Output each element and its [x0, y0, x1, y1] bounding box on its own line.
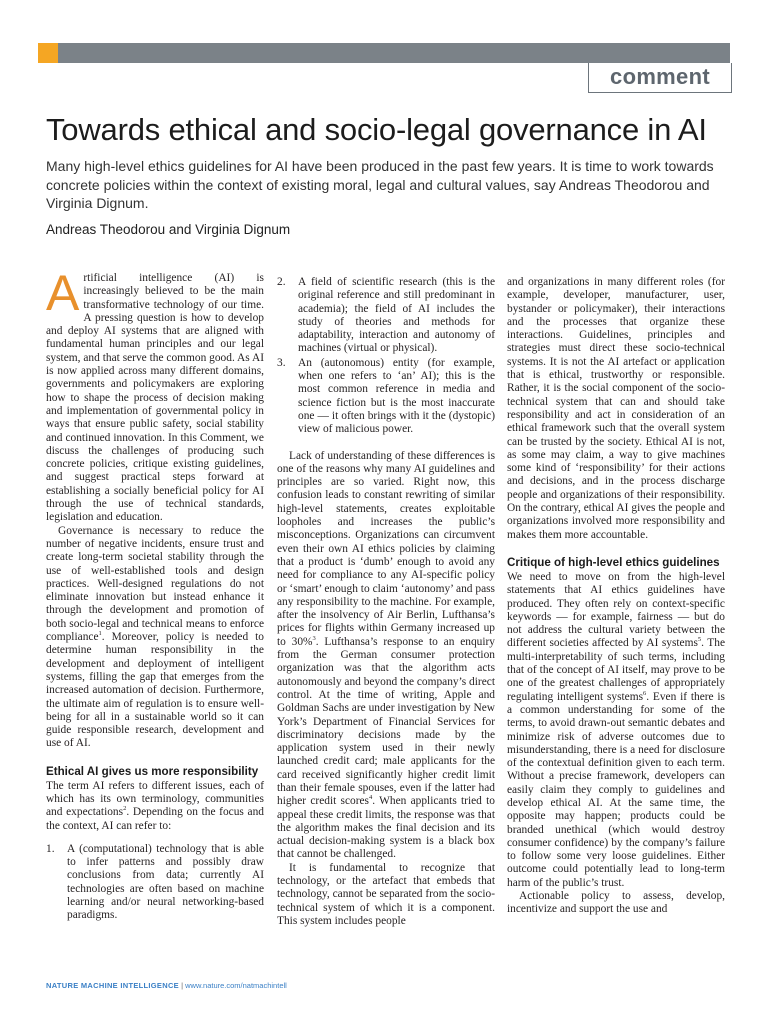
reference-marker[interactable]: 4 — [369, 794, 373, 802]
reference-marker[interactable]: 5 — [697, 636, 702, 644]
paragraph: Lack of understanding of these differences is one of the reasons why many AI guidelines and principles are so varied. Right now, this confusion leads to constant rewriting of similar high-level statements, creates exploitable loopholes and increases the public’s misconceptions. Organizations can circumvent even their own AI ethics policies by claiming that a product is ‘dumb’ enough to avoid any need for compliance to any AI-specific policy or ‘smart’ enough to claim ‘autonomy’ and pass any responsibility to the machine. For example, after the insolvency of Air Berlin, Lufthansa’s prices for flights within Germany increased up to 30%$^3$. Lufthansa’s response to an enquiry from the German consumer protection organization was that the algorithm acts autonomously and beyond the company’s direct control. At the time of writing, Apple and Goldman Sachs are under investigation by New York’s Department of Financial Services for discriminatory decisions made by the application system used in their newly launched credit card; male applicants for the card received significantly higher credit limit than their female spouses, even if the latter had higher credit scores$^4$. When applicants tried to appeal these credit limits, the response was that the algorithm makes the final decision and its actual decision-making system is a black box that cannot be challenged. — [277, 449, 495, 861]
definition-list-continued — [277, 276, 495, 437]
paragraph: It is fundamental to recognize that technology, or the artefact that embeds that technology, cannot be separated from the socio-technical system of which it is a component. This system includes people — [277, 861, 495, 927]
journal-name: NATURE MACHINE INTELLIGENCE — [46, 981, 179, 990]
paragraph: Governance is necessary to reduce the number of negative incidents, ensure trust and create long-term societal stability through the use of well-established tools and design practices. Well-designed regulations do not eliminate innovation but instead enhance it through the development and promotion of both socio-legal and technical means to enforce compliance$^1$. Moreover, policy is needed to determine human responsibility in the development and deployment of intelligent systems, filling the gap that emerges from the increased automation of decision. Furthermore, the ultimate aim of regulation is to ensure well-being for all in a sustainable world so it can guide responsible research, development and use of AI. — [46, 524, 264, 750]
article-title: Towards ethical and socio-legal governance in AI — [46, 112, 707, 147]
drop-cap: A — [46, 265, 80, 321]
column-1 — [46, 265, 264, 924]
list-item: 1. A (computational) technology that is able to infer patterns and possibly draw conclusions from data; currently AI technologies are often based on machine learning and/or neural networking-based paradigms. — [46, 842, 264, 922]
list-item: 2. A field of scientific research (this is the original reference and still predominant in academia); the field of AI includes the study of theories and methods for adaptability, interaction and autonomy of machines (virtual or physical). — [277, 276, 495, 355]
standfirst: Many high-level ethics guidelines for AI have been produced in the past few years. It is time to work towards concrete policies within the context of existing moral, legal and cultural values, say Andreas Theodorou and Virginia Dignum. — [46, 158, 714, 212]
paragraph: We need to move on from the high-level statements that AI ethics guidelines have produced. They often rely on context-specific keywords — for example, fairness — but do not address the cultural variety between the different societies affected by AI systems$^5$. The multi-interpretability of such terms, including that of the concept of AI itself, may prove to be one of the greatest challenges of appropriately regulating intelligent systems$^6$. Even if there is a common understanding for some of the terms, to avoid drawn-out semantic debates and minimize risk of adverse outcomes due to misunderstanding, there is a need for disclosure of the contextual definition given to each term. Without a precise framework, developers can easily claim they comply to guidelines and develop ethical AI. At the same time, the opposite may happen; products could be branded unethical (which would destroy consumer confidence) by the company’s failure to follow some very loose guidelines. Either outcome could potentially lead to long-term harm of the public’s trust. — [507, 570, 725, 889]
header-accent-block — [38, 43, 58, 63]
header-bar — [38, 43, 730, 63]
page-footer — [46, 981, 287, 990]
reference-marker[interactable]: 2 — [123, 805, 127, 813]
paragraph: Actionable policy to assess, develop, incentivize and support the use and — [507, 890, 725, 916]
footer-separator: | — [181, 981, 184, 990]
author-line: Andreas Theodorou and Virginia Dignum — [46, 222, 291, 237]
column-2 — [277, 276, 495, 928]
section-heading: Ethical AI gives us more responsibility — [46, 764, 259, 778]
paragraph: and organizations in many different roles (for example, developer, manufacturer, user, bystander or policymaker), their interactions and the processes that organize these interactions. Guidelines, principles and strategies must direct these socio-technical systems. It is not the AI artefact or application that is ethical, trustworthy or responsible. Rather, it is the social component of the socio-technical system that can and should take responsibility and act in consideration of an ethical framework such that the overall system can be trusted by the society. Ethical AI is not, as some may claim, a way to give machines some kind of ‘responsibility’ for their actions and decisions, and in the process discharge people and organizations of their responsibility. On the contrary, ethical AI gives the people and organizations involved more responsibility and makes them more accountable. — [507, 276, 725, 541]
reference-marker[interactable]: 3 — [312, 634, 316, 642]
reference-marker[interactable]: 1 — [98, 630, 102, 638]
column-3 — [507, 276, 725, 917]
list-item: 3. An (autonomous) entity (for example, when one refers to ‘an’ AI); this is the most common reference in media and science fiction but is the most inaccurate one — it often brings with it the (dystopic) view of malicious power. — [277, 356, 495, 436]
journal-url-link[interactable]: www.nature.com/natmachintell — [185, 981, 287, 990]
section-label-box — [588, 63, 732, 93]
section-heading: Critique of high-level ethics guidelines — [507, 555, 720, 569]
definition-list — [46, 843, 264, 923]
paragraph: The term AI refers to different issues, each of which has its own terminology, communities and expectations$^2$. Depending on the focus and the context, AI can refer to: — [46, 779, 264, 832]
section-label: comment — [610, 64, 710, 89]
paragraph: Artificial intelligence (AI) is increasingly believed to be the main transformative technology of our time. A pressing question is how to develop and deploy AI systems that are aligned with fundamental human principles and our legal system, and that serve the common good. As AI is now applied across many different domains, governments and policymakers are exploring how to shape the process of decision making and implementation of governmental policy in ways that ensure public safety, social stability and continued innovation. In this Comment, we discuss the challenges of producing such concrete policies, critique existing guidelines, and suggest practical steps forward at establishing a socially beneficial policy for AI through the use of technical standards, legislation and education. — [46, 265, 264, 524]
reference-marker[interactable]: 6 — [643, 689, 647, 697]
